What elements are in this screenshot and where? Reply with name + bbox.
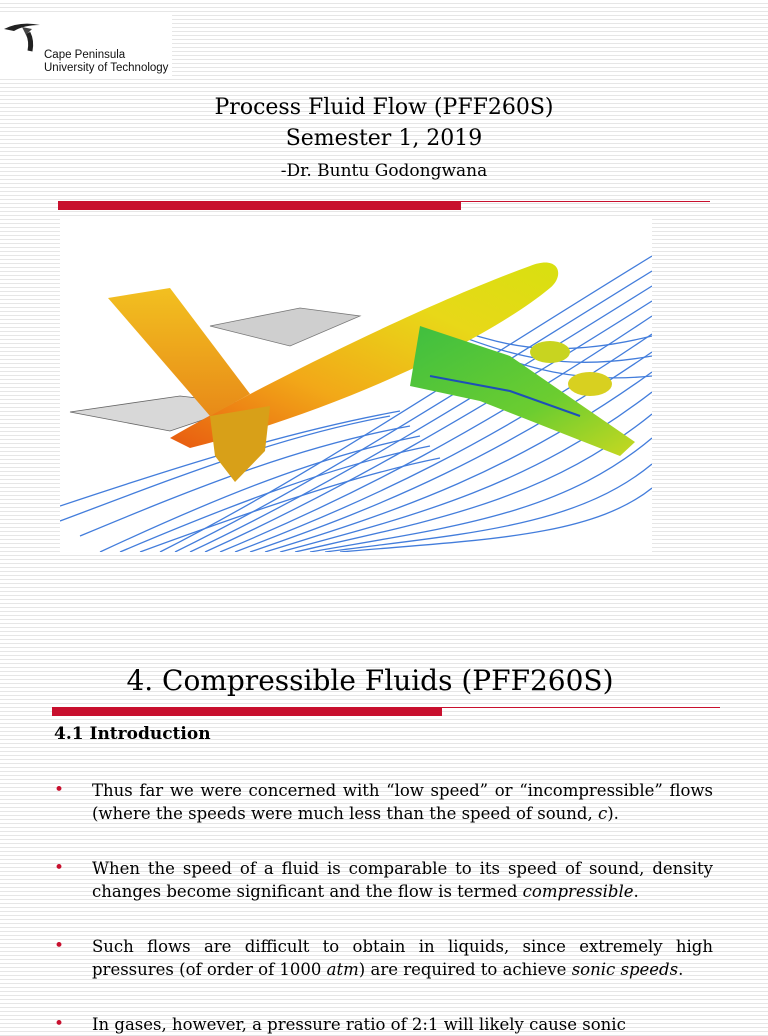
bullet-text: In gases, however, a pressure ratio of 2:1 will likely cause sonic <box>92 1015 626 1034</box>
bullet-item <box>54 857 714 905</box>
bullet-text: When the speed of a fluid is comparable to its speed of sound, density changes become significant and the flow is termed compressible. <box>92 859 713 901</box>
section-rule-thick <box>52 708 442 716</box>
author-label: -Dr. Buntu Godongwana <box>280 161 488 181</box>
bullet-dot-icon: • <box>54 858 65 878</box>
subheading-introduction: 4.1 Introduction <box>54 724 211 744</box>
bullet-item <box>54 779 714 827</box>
university-logo <box>0 15 172 77</box>
bullet-item <box>54 935 714 983</box>
bullet-dot-icon: • <box>54 780 65 800</box>
logo-name-line1: Cape Peninsula <box>44 49 126 61</box>
bullet-dot-icon: • <box>54 936 65 956</box>
logo-name-line2: University of Technology <box>44 62 169 74</box>
course-title: Process Fluid Flow (PFF260S) <box>214 95 554 120</box>
semester-label: Semester 1, 2019 <box>285 126 483 151</box>
title-rule-thick <box>58 202 461 210</box>
aircraft-cfd-image <box>60 216 652 552</box>
bullet-text: Thus far we were concerned with “low speed” or “incompressible” flows (where the speeds were much less than the speed of sound, c). <box>92 781 713 823</box>
logo-swoosh-icon <box>2 19 42 53</box>
bullet-dot-icon: • <box>54 1014 65 1034</box>
section-title: 4. Compressible Fluids (PFF260S) <box>126 664 614 697</box>
bullet-item <box>54 1013 714 1036</box>
bullet-text: Such flows are difficult to obtain in liquids, since extremely high pressures (of order of 1000 atm) are required to achieve sonic speeds. <box>92 937 713 979</box>
